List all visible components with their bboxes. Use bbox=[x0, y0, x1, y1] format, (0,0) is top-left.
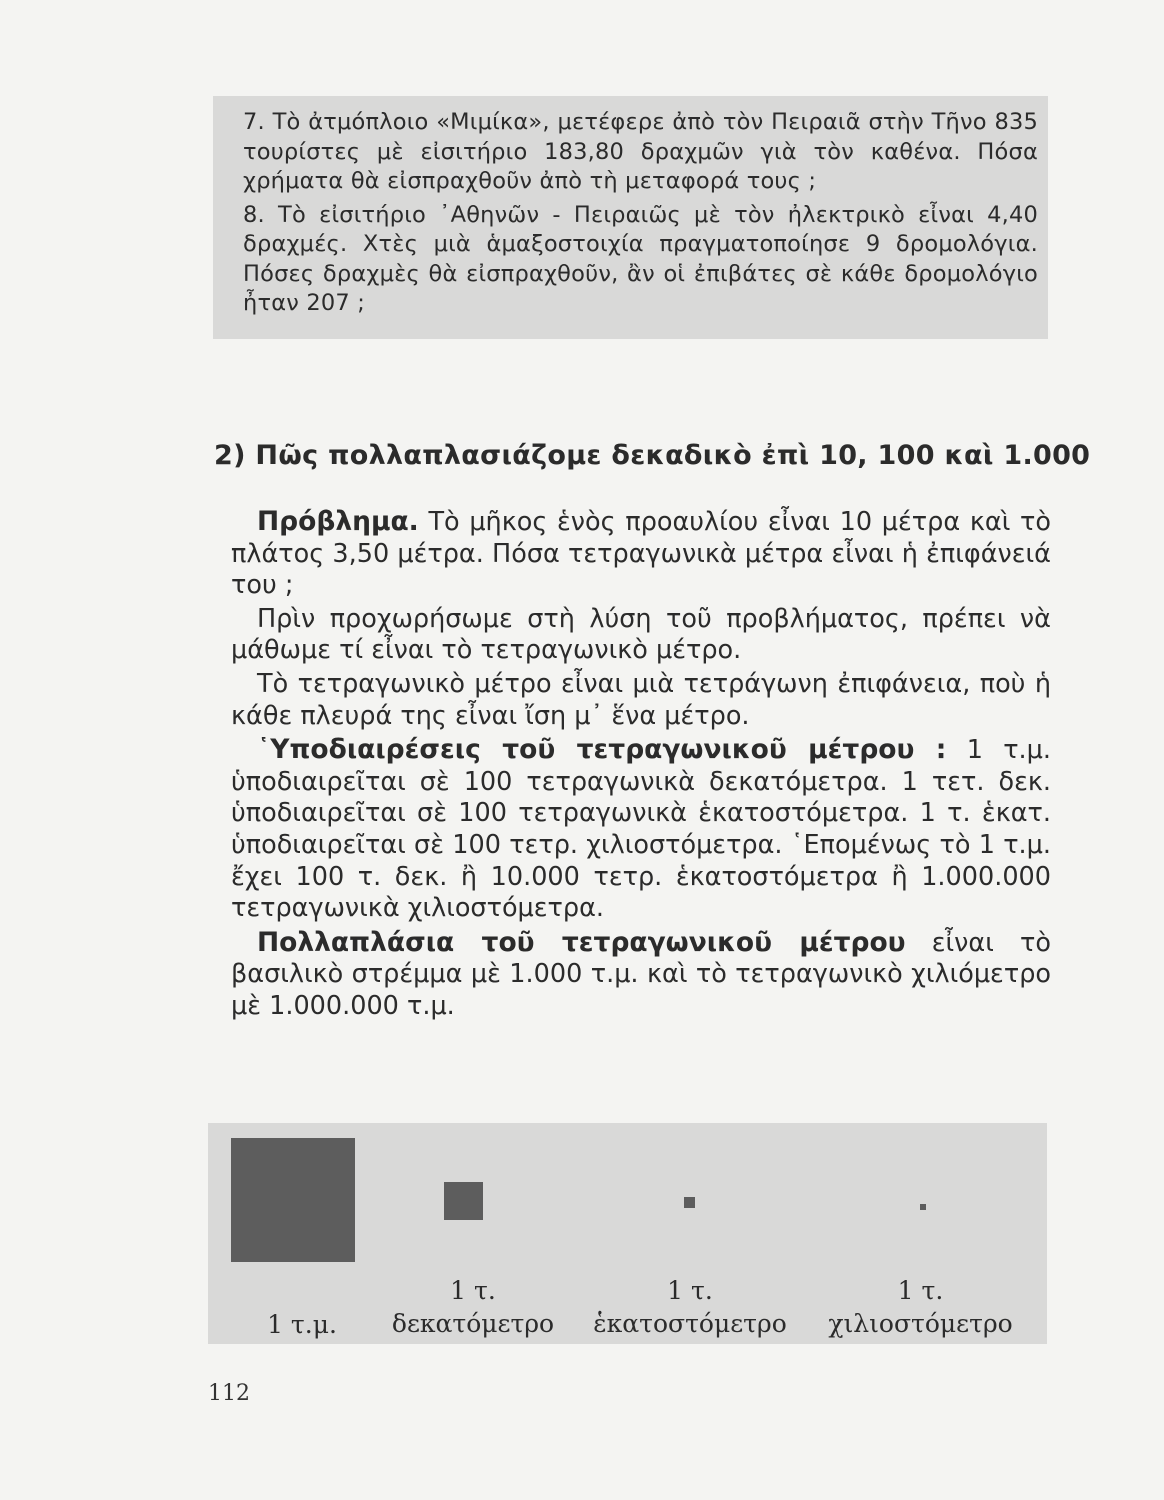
problem-paragraph bbox=[231, 506, 1051, 602]
square-decimeter-square bbox=[444, 1182, 483, 1220]
label-cm2-line1: 1 τ. bbox=[667, 1276, 713, 1305]
page-number: 112 bbox=[208, 1381, 250, 1406]
label-m2-text: 1 τ.μ. bbox=[267, 1310, 337, 1339]
square-centimeter-square bbox=[684, 1197, 695, 1208]
exercises-box bbox=[213, 96, 1048, 339]
subdivisions-lead: ῾Υποδιαιρέσεις τοῦ τετραγωνικοῦ μέτρου : bbox=[257, 734, 947, 766]
label-dm2-line2: δεκατόμετρο bbox=[391, 1309, 555, 1338]
label-dm2-line1: 1 τ. bbox=[450, 1276, 496, 1305]
exercise-7: 7. Τὸ ἀτμόπλοιο «Μιμίκα», μετέφερε ἀπὸ τὸν Πειραιᾶ στὴν Τῆνο 835 τουρίστες μὲ εἰσιτήριο 183,80 δραχμῶν γιὰ τὸν καθένα. Πόσα χρήματα θὰ εἰσπραχθοῦν ἀπὸ τὴ μεταφορά τους ; bbox=[243, 109, 1038, 194]
multiples-paragraph bbox=[231, 927, 1051, 1023]
intro-paragraph: Πρὶν προχωρήσωμε στὴ λύση τοῦ προβλήματος, πρέπει νὰ μάθωμε τί εἶναι τὸ τετραγωνικὸ μέτρο. bbox=[231, 603, 1051, 666]
subdivisions-paragraph bbox=[231, 734, 1051, 925]
multiples-lead: Πολλαπλάσια τοῦ τετραγωνικοῦ μέτρου bbox=[257, 926, 906, 958]
square-meter-square bbox=[231, 1138, 355, 1262]
label-m2 bbox=[257, 1310, 347, 1340]
problem-lead: Πρόβλημα. bbox=[257, 506, 419, 537]
subdivisions-text: 1 τ.μ. ὑποδιαιρεῖται σὲ 100 τετραγωνικὰ δεκατόμετρα. 1 τετ. δεκ. ὑποδιαιρεῖται σὲ 100 τετραγωνικὰ ἑκατοστόμετρα. 1 τ. ἑκατ. ὑποδιαιρεῖται σὲ 100 τετρ. χιλιοστόμετρα. ῾Επομένως τὸ 1 τ.μ. ἔχει 100 τ. δεκ. ἢ 10.000 τετρ. ἑκατοστόμετρα ἢ 1.000.000 τετραγωνικὰ χιλιοστόμετρα. bbox=[231, 735, 1051, 924]
square-millimeter-square bbox=[920, 1204, 926, 1210]
problem-text: Τὸ μῆκος ἑνὸς προαυλίου εἶναι 10 μέτρα καὶ τὸ πλάτος 3,50 μέτρα. Πόσα τετραγωνικὰ μέτρα εἶναι ἡ ἐπιφάνειά του ; bbox=[231, 507, 1051, 601]
label-cm2-line2: ἑκατοστόμετρο bbox=[593, 1309, 787, 1338]
label-mm2-line2: χιλιοστόμετρο bbox=[828, 1309, 1013, 1338]
multiples-text: εἶναι τὸ βασιλικὸ στρέμμα μὲ 1.000 τ.μ. καὶ τὸ τετραγωνικὸ χιλιόμετρο μὲ 1.000.000 τ.μ. bbox=[231, 927, 1051, 1021]
lesson-body bbox=[231, 506, 1051, 1025]
definition-paragraph: Τὸ τετραγωνικὸ μέτρο εἶναι μιὰ τετράγωνη ἐπιφάνεια, ποὺ ἡ κάθε πλευρά της εἶναι ἴση μ᾿ ἕνα μέτρο. bbox=[231, 668, 1051, 731]
section-title: 2) Πῶς πολλαπλασιάζομε δεκαδικὸ ἐπὶ 10, 100 καὶ 1.000 bbox=[214, 440, 1091, 471]
square-units-figure bbox=[208, 1123, 1047, 1344]
exercise-8: 8. Τὸ εἰσιτήριο ᾿Αθηνῶν - Πειραιῶς μὲ τὸν ἠλεκτρικὸ εἶναι 4,40 δραχμές. Χτὲς μιὰ ἁμαξοστοιχία πραγματοποίησε 9 δρομολόγια. Πόσες δραχμὲς θὰ εἰσπραχθοῦν, ἂν οἱ ἐπιβάτες σὲ κάθε δρομολόγιο ἦταν 207 ; bbox=[243, 201, 1038, 316]
label-mm2-line1: 1 τ. bbox=[897, 1276, 944, 1305]
